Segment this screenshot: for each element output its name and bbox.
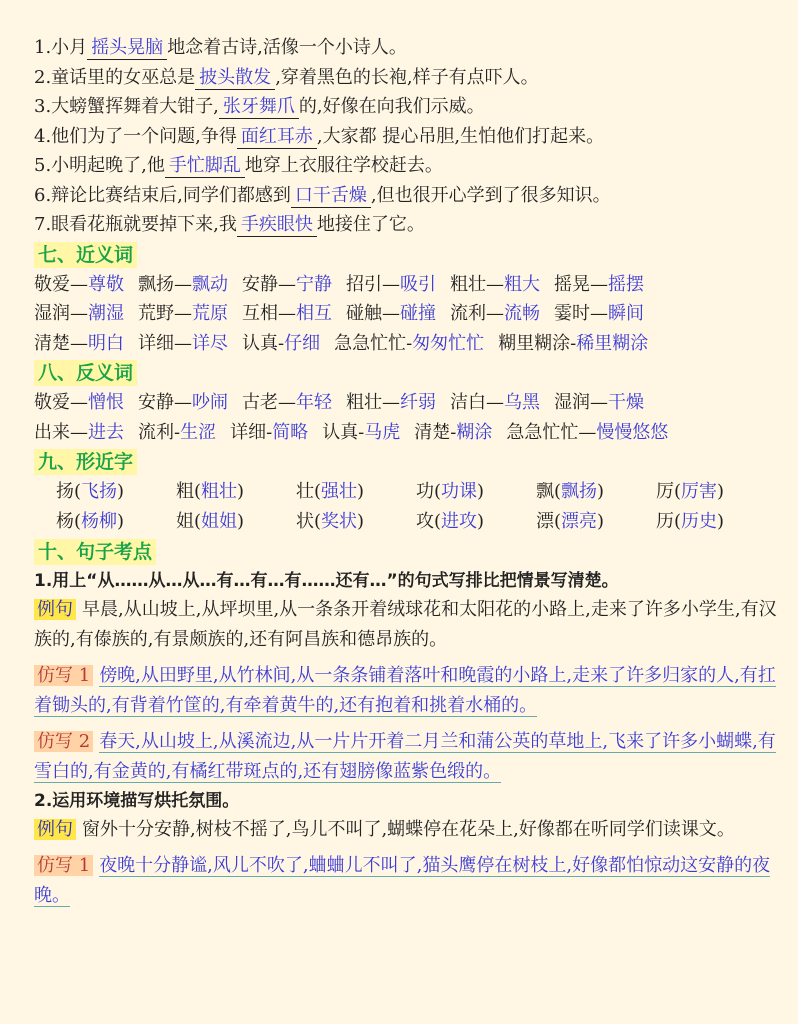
- synonyms-pair: 湿润—潮湿: [34, 303, 124, 324]
- antonyms-pair: 详细-简略: [230, 421, 309, 443]
- synonyms-pair: 摇晃—摇摆: [554, 273, 644, 295]
- fill-sentence: 6.辩论比赛结束后,同学们都感到 口干舌燥 ,但也很开心学到了很多知识。: [34, 184, 611, 206]
- antonyms-pair: 安静—吵闹: [138, 392, 228, 413]
- example-tag: 例句: [34, 599, 76, 620]
- synonyms-pair: 霎时—瞬间: [554, 303, 644, 324]
- fill-sentence: 7.眼看花瓶就要掉下来,我 手疾眼快 地接住了它。: [34, 214, 425, 235]
- similar-char-item: 历(历史): [656, 511, 725, 532]
- similar-char-item: 状(奖状): [296, 511, 365, 532]
- synonyms-pair: 飘扬—飘动: [138, 273, 228, 295]
- antonyms-pair: 流利-生涩: [138, 421, 217, 443]
- synonyms-pair: 敬爱—尊敬: [34, 273, 124, 295]
- answer-blank: 面红耳赤: [237, 126, 317, 149]
- antonyms-title: 八、反义词: [34, 360, 137, 386]
- synonyms-pair: 碰触—碰撞: [346, 303, 436, 324]
- imitation-sentence: 仿写 1 夜晚十分静谧,风儿不吹了,蛐蛐儿不叫了,猫头鹰停在树枝上,好像都怕惊动这安静的夜晚。: [34, 855, 771, 906]
- synonyms-pair: 认真-仔细: [242, 332, 321, 354]
- similar-char-item: 厉(厉害): [656, 481, 725, 502]
- similar-char-item: 扬(飞扬): [56, 481, 125, 502]
- similar-char-item: 壮(强壮): [296, 481, 365, 502]
- answer-blank: 手忙脚乱: [165, 155, 245, 178]
- antonyms-pair: 粗壮—纤弱: [346, 392, 436, 413]
- similar-char-item: 姐(姐姐): [176, 511, 245, 532]
- synonyms-pair: 荒野—荒原: [138, 303, 228, 324]
- antonyms-pair: 急急忙忙—慢慢悠悠: [506, 421, 669, 443]
- synonyms-title: 七、近义词: [34, 242, 137, 268]
- similar-char-item: 粗(粗壮): [176, 481, 245, 502]
- example-tag: 例句: [34, 819, 76, 840]
- point-heading: 1.用上“从……从…从…有…有…有……还有…”的句式写排比把情景写清楚。: [34, 571, 619, 591]
- synonyms-block: [34, 270, 778, 359]
- fill-sentence: 2.童话里的女巫总是 披头散发 ,穿着黑色的长袍,样子有点吓人。: [34, 66, 539, 88]
- synonyms-pair: 招引—吸引: [346, 273, 436, 295]
- antonyms-pair: 出来—进去: [34, 421, 124, 443]
- synonyms-pair: 急急忙忙-匆匆忙忙: [334, 332, 485, 354]
- fill-blank-list: [34, 33, 778, 240]
- answer-blank: 披头散发: [195, 67, 275, 90]
- similar-char-item: 飘(飘扬): [536, 481, 605, 502]
- answer-blank: 手疾眼快: [237, 214, 317, 237]
- similar-char-item: 攻(进攻): [416, 511, 485, 532]
- antonyms-pair: 认真-马虎: [322, 421, 401, 443]
- fill-sentence: 3.大螃蟹挥舞着大钳子, 张牙舞爪 的,好像在向我们示威。: [34, 96, 485, 117]
- antonyms-pair: 洁白—乌黑: [450, 392, 540, 413]
- synonyms-pair: 流利—流畅: [450, 303, 540, 324]
- synonyms-row: [34, 329, 778, 359]
- similar-chars-grid: [56, 477, 778, 537]
- synonyms-pair: 糊里糊涂-稀里糊涂: [498, 332, 649, 354]
- imitation-tag: 仿写 2: [34, 731, 93, 752]
- example-sentence: 例句 早晨,从山坡上,从坪坝里,从一条条开着绒球花和太阳花的小路上,走来了许多小学生,有汉族的,有傣族的,有景颇族的,还有阿昌族和德昂族的。: [34, 599, 777, 650]
- similar-char-item: 功(功课): [416, 481, 485, 502]
- antonyms-pair: 古老—年轻: [242, 392, 332, 413]
- answer-blank: 口干舌燥: [291, 185, 371, 208]
- synonyms-pair: 互相—相互: [242, 303, 332, 324]
- synonyms-pair: 清楚—明白: [34, 332, 124, 354]
- similar-char-item: 杨(杨柳): [56, 511, 125, 532]
- answer-blank: 张牙舞爪: [219, 96, 299, 119]
- antonyms-row: [34, 418, 778, 448]
- antonyms-pair: 湿润—干燥: [554, 392, 644, 413]
- similar-char-item: 漂(漂亮): [536, 511, 605, 532]
- imitation-sentence: 仿写 2 春天,从山坡上,从溪流边,从一片片开着二月兰和蒲公英的草地上,飞来了许多小蝴蝶,有雪白的,有金黄的,有橘红带斑点的,还有翅膀像蓝紫色缎的。: [34, 731, 776, 782]
- point-heading: 2.运用环境描写烘托氛围。: [34, 791, 240, 811]
- antonyms-block: [34, 388, 778, 447]
- sentence-points-title: 十、句子考点: [34, 539, 156, 565]
- synonyms-pair: 粗壮—粗大: [450, 273, 540, 295]
- answer-blank: 摇头晃脑: [87, 37, 167, 60]
- example-sentence: 例句 窗外十分安静,树枝不摇了,鸟儿不叫了,蝴蝶停在花朵上,好像都在听同学们读课文。: [34, 815, 778, 845]
- antonyms-row: [34, 388, 778, 418]
- synonyms-pair: 详细—详尽: [138, 332, 228, 354]
- antonyms-pair: 敬爱—憎恨: [34, 392, 124, 413]
- similar-chars-title: 九、形近字: [34, 449, 137, 475]
- imitation-tag: 仿写 1: [34, 855, 93, 876]
- imitation-tag: 仿写 1: [34, 665, 93, 686]
- imitation-sentence: 仿写 1 傍晚,从田野里,从竹林间,从一条条铺着落叶和晚霞的小路上,走来了许多归家的人,有扛着锄头的,有背着竹筐的,有牵着黄牛的,还有抱着和挑着水桶的。: [34, 665, 776, 716]
- antonyms-pair: 清楚-糊涂: [414, 421, 493, 443]
- fill-sentence: 1.小月 摇头晃脑 地念着古诗,活像一个小诗人。: [34, 37, 407, 58]
- synonyms-pair: 安静—宁静: [242, 273, 332, 295]
- fill-sentence: 4.他们为了一个问题,争得 面红耳赤 ,大家都 提心吊胆,生怕他们打起来。: [34, 125, 605, 147]
- fill-sentence: 5.小明起晚了,他 手忙脚乱 地穿上衣服往学校赶去。: [34, 155, 443, 176]
- synonyms-row: [34, 270, 778, 300]
- synonyms-row: [34, 299, 778, 329]
